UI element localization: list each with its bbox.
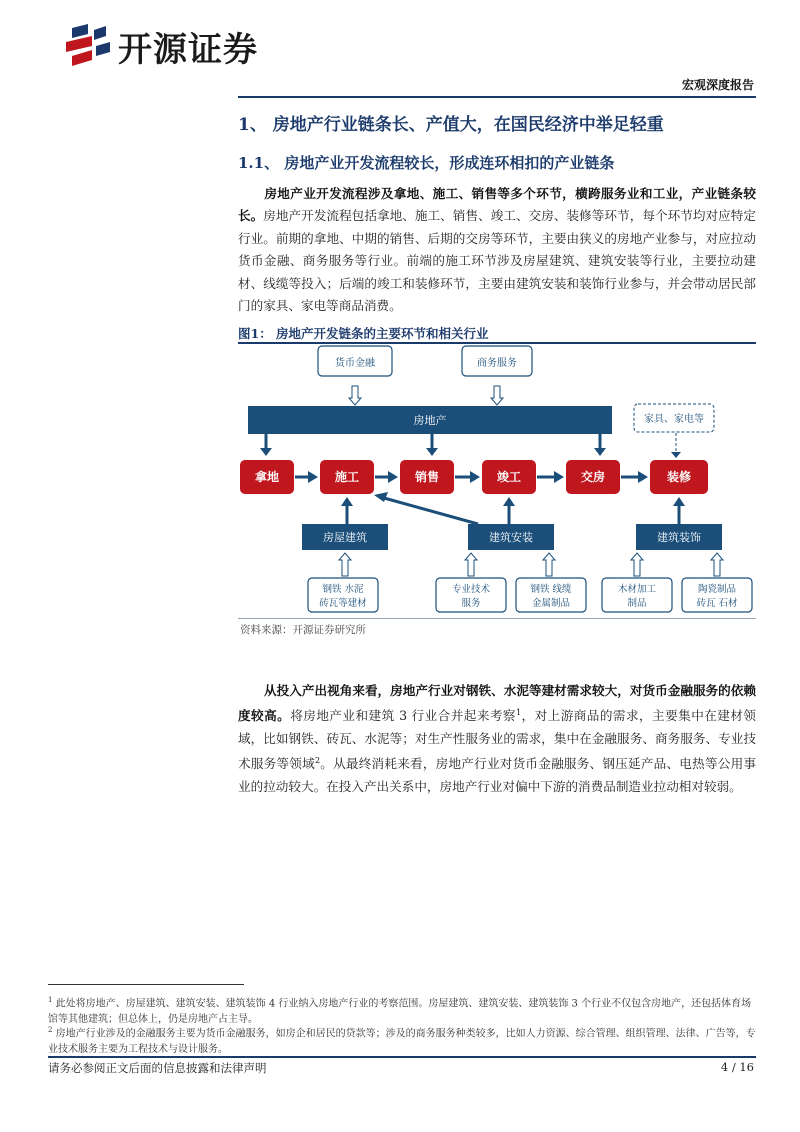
section-1-title: 1、 房地产行业链条长、产值大，在国民经济中举足轻重	[238, 115, 664, 135]
footnote-ref-1[interactable]: 1	[515, 708, 522, 718]
page-number: 4 / 16	[720, 1060, 754, 1074]
real-estate-bar	[248, 406, 612, 434]
material-wood-processing	[602, 578, 672, 612]
industry-housing-construction	[302, 524, 388, 550]
footnote-1-text: 此处将房地产、房屋建筑、建筑安装、建筑装饰 4 行业纳入房地产行业的考察范围。房屋建筑、建筑安装、建筑装饰 3 个行业不仅包含房地产，还包括体育场馆等其他建筑；但总体上，仍是房地产占主导。	[48, 998, 752, 1026]
svg-text:货币金融: 货币金融	[335, 358, 375, 369]
svg-text:木材加工: 木材加工	[617, 584, 657, 595]
material-professional-services	[436, 578, 506, 612]
logo-mark-icon	[58, 20, 116, 76]
footnote-2	[48, 1022, 756, 1058]
industry-building-installation	[468, 524, 554, 550]
figure-1-bottom-rule	[238, 618, 756, 619]
paragraph-2-part-3: 。从最终消耗来看，房地产行业对货币金融服务、钢压延产品、电热等公用事业的拉动较大。在投入产出关系中，房地产行业对偏中下游的消费品制造业拉动相对较弱。	[238, 756, 757, 794]
footer-divider	[48, 1056, 756, 1058]
svg-text:金属制品: 金属制品	[531, 598, 571, 609]
svg-text:钢铁 水泥: 钢铁 水泥	[322, 584, 364, 595]
material-steel-cable	[516, 578, 586, 612]
industry-up-arrows	[341, 492, 685, 524]
footnote-2-text: 房地产行业涉及的金融服务主要为货币金融服务，如房企和居民的贷款等；涉及的商务服务种类较多，比如人力资源、综合管理、组织管理、法律、广告等，专业技术服务主要为工程技术与设计服务。	[48, 1028, 756, 1056]
paragraph-1	[238, 183, 756, 317]
svg-text:建筑装饰: 建筑装饰	[657, 531, 701, 544]
paragraph-2-part-2: ，对上游商品的需求，主要集中在建材领域，比如钢铁、砖瓦、水泥等；对生产性服务业的需求，集中在金融服务、商务服务、专业技术服务等领域	[238, 708, 757, 772]
material-arrows	[339, 553, 723, 576]
svg-text:家具、家电等: 家具、家电等	[644, 414, 704, 425]
figure-1-source: 资料来源：开源证券研究所	[240, 624, 366, 636]
footnote-divider	[48, 984, 244, 985]
paragraph-2-bold: 从投入产出视角来看，房地产行业对钢铁、水泥等建材需求较大，对货币金融服务的依赖度较高。	[238, 683, 756, 724]
step-decoration	[650, 460, 708, 494]
paragraph-1-body: 房地产开发流程包括拿地、施工、销售、竣工、交房、装修等环节，每个环节均对应特定行业。前期的拿地、中期的销售、后期的交房等环节，主要由狭义的房地产业参与，对应拉动货币金融、商务服务等行业。前端的施工环节涉及房屋建筑、建筑安装等行业，主要拉动建材、线缆等投入；后端的竣工和装修环节，主要由建筑安装和装饰行业参与，并会带动居民部门的家具、家电等商品消费。	[238, 208, 757, 314]
svg-text:房地产: 房地产	[413, 414, 447, 427]
report-type: 宏观深度报告	[681, 78, 754, 92]
industry-building-decoration	[636, 524, 722, 550]
paragraph-1-bold: 房地产业开发流程涉及拿地、施工、销售等多个环节，横跨服务业和工业，产业链条较长。	[238, 186, 756, 224]
figure-1-title: 图1： 房地产开发链条的主要环节和相关行业	[238, 326, 489, 341]
input-arrows	[349, 386, 503, 405]
svg-text:销售: 销售	[414, 470, 440, 484]
top-input-monetary-finance	[318, 346, 392, 376]
step-handover	[566, 460, 620, 494]
bar-to-step-arrows	[260, 434, 606, 456]
consumer-goods-box	[634, 404, 714, 458]
svg-text:砖瓦 石材: 砖瓦 石材	[696, 598, 738, 609]
material-ceramics	[682, 578, 752, 612]
svg-text:建筑安装: 建筑安装	[489, 531, 533, 544]
step-sales	[400, 460, 454, 494]
header-divider	[238, 96, 756, 98]
top-input-business-services	[462, 346, 532, 376]
svg-text:施工: 施工	[334, 470, 360, 484]
section-1-1-title: 1.1、 房地产业开发流程较长，形成连环相扣的产业链条	[238, 154, 615, 172]
paragraph-2-part-1: 将房地产业和建筑 3 行业合并起来考察	[290, 708, 516, 724]
step-construction	[320, 460, 374, 494]
material-steel-cement	[308, 578, 378, 612]
svg-text:制品: 制品	[627, 598, 647, 609]
svg-text:装修: 装修	[666, 470, 692, 484]
svg-text:交房: 交房	[580, 470, 606, 484]
company-name: 开源证券	[118, 30, 258, 70]
figure-1-diagram	[238, 344, 756, 618]
svg-text:商务服务: 商务服务	[477, 358, 517, 369]
svg-text:陶瓷制品: 陶瓷制品	[697, 584, 737, 595]
svg-text:砖瓦等建材: 砖瓦等建材	[319, 598, 367, 609]
svg-text:专业技术: 专业技术	[451, 584, 491, 595]
paragraph-2	[238, 680, 756, 798]
svg-text:拿地: 拿地	[254, 470, 280, 484]
footnote-ref-2[interactable]: 2	[314, 756, 321, 766]
svg-text:竣工: 竣工	[496, 470, 522, 484]
svg-text:服务: 服务	[461, 598, 481, 609]
footnote-2-number: 2	[48, 1026, 53, 1034]
step-completion	[482, 460, 536, 494]
footnote-1-number: 1	[48, 996, 53, 1004]
step-land-acquisition	[240, 460, 294, 494]
svg-text:房屋建筑: 房屋建筑	[323, 531, 367, 544]
footer-disclaimer: 请务必参阅正文后面的信息披露和法律声明	[48, 1061, 267, 1075]
svg-text:钢铁 线缆: 钢铁 线缆	[530, 584, 572, 595]
